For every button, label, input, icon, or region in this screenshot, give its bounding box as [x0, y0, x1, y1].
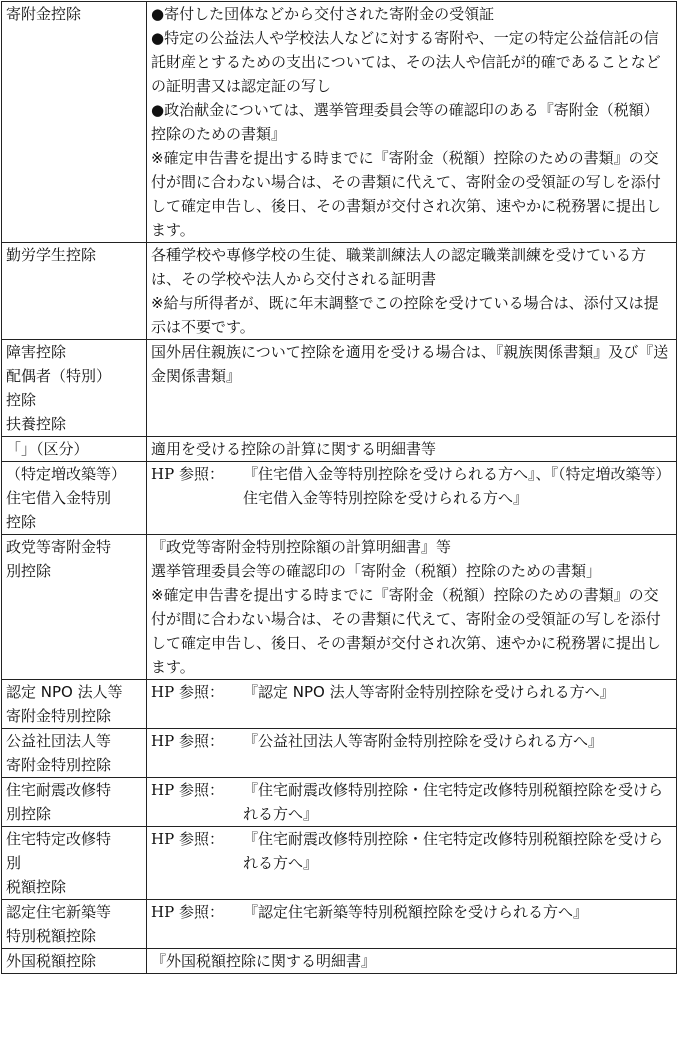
- document-requirement: ※確定申告書を提出する時までに『寄附金（税額）控除のための書類』の交付が間に合わない場合は、その書類に代えて、寄附金の受領証の写しを添付して確定申告し、後日、その書類が交付され次第、速やかに税務署に提出します。: [151, 586, 662, 676]
- deduction-name: 寄附金控除: [6, 5, 82, 23]
- document-requirement: 『外国税額控除に関する明細書』: [151, 952, 377, 970]
- table-row: [2, 340, 677, 437]
- deduction-name: 「」（区分）: [6, 440, 89, 458]
- table-row: [2, 729, 677, 778]
- required-documents-cell: [147, 340, 677, 437]
- hp-reference-title: 『住宅耐震改修特別控除・住宅特定改修特別税額控除を受けられる方へ』: [243, 830, 664, 872]
- hp-reference-title: 『公益社団法人等寄附金特別控除を受けられる方へ』: [243, 732, 604, 750]
- deduction-name-cell: [2, 437, 147, 462]
- deduction-name: 認定 NPO 法人等: [6, 683, 123, 701]
- hp-reference: [151, 900, 672, 924]
- table-row: [2, 680, 677, 729]
- deduction-name-cell: [2, 729, 147, 778]
- table-row: [2, 535, 677, 680]
- deduction-name: 住宅特定改修特: [6, 830, 112, 848]
- hp-reference: [151, 729, 672, 753]
- table-row: [2, 900, 677, 949]
- hp-reference-prefix: HP 参照：: [151, 683, 224, 701]
- deduction-name-cell: [2, 900, 147, 949]
- deduction-name: 外国税額控除: [6, 952, 97, 970]
- required-documents-cell: [147, 535, 677, 680]
- deduction-name-cell: [2, 680, 147, 729]
- document-requirement: 適用を受ける控除の計算に関する明細書等: [151, 440, 437, 458]
- document-requirement: ※確定申告書を提出する時までに『寄附金（税額）控除のための書類』の交付が間に合わない場合は、その書類に代えて、寄附金の受領証の写しを添付して確定申告し、後日、その書類が交付され次第、速やかに税務署に提出します。: [151, 149, 662, 239]
- hp-reference-prefix: HP 参照：: [151, 732, 224, 750]
- deduction-name: 別控除: [6, 562, 52, 580]
- hp-reference: [151, 827, 672, 875]
- hp-reference-title: 『住宅耐震改修特別控除・住宅特定改修特別税額控除を受けられる方へ』: [243, 781, 664, 823]
- deduction-name-cell: [2, 243, 147, 340]
- required-documents-cell: [147, 729, 677, 778]
- required-documents-cell: [147, 827, 677, 900]
- deduction-name-cell: [2, 340, 147, 437]
- document-requirement: ●特定の公益法人や学校法人などに対する寄附や、一定の特定公益信託の信託財産とするための支出については、その法人や信託が的確であることなどの証明書又は認定証の写し: [151, 29, 661, 95]
- deduction-name-cell: [2, 462, 147, 535]
- hp-reference-prefix: HP 参照：: [151, 830, 224, 848]
- table-row: [2, 437, 677, 462]
- table-body: [2, 2, 677, 974]
- document-requirement: 『政党等寄附金特別控除額の計算明細書』等: [151, 538, 452, 556]
- deduction-name-cell: [2, 778, 147, 827]
- hp-reference-prefix: HP 参照：: [151, 903, 224, 921]
- deduction-name: 寄附金特別控除: [6, 756, 112, 774]
- deduction-name: 扶養控除: [6, 415, 67, 433]
- table-row: [2, 2, 677, 243]
- deduction-name: 勤労学生控除: [6, 246, 97, 264]
- deduction-name: 認定住宅新築等: [6, 903, 112, 921]
- document-requirement: ※給与所得者が、既に年末調整でこの控除を受けている場合は、添付又は提示は不要です。: [151, 294, 659, 336]
- hp-reference-prefix: HP 参照：: [151, 465, 224, 483]
- hp-reference-prefix: HP 参照：: [151, 781, 224, 799]
- required-documents-cell: [147, 462, 677, 535]
- deduction-name: 税額控除: [6, 878, 67, 896]
- table-row: [2, 827, 677, 900]
- deduction-name: 住宅耐震改修特: [6, 781, 112, 799]
- hp-reference: [151, 778, 672, 826]
- deduction-name-cell: [2, 949, 147, 974]
- table-row: [2, 243, 677, 340]
- deduction-name: 政党等寄附金特: [6, 538, 112, 556]
- hp-reference: [151, 462, 672, 510]
- required-documents-cell: [147, 900, 677, 949]
- required-documents-cell: [147, 243, 677, 340]
- table-row: [2, 949, 677, 974]
- deduction-name: 特別税額控除: [6, 927, 97, 945]
- deduction-name: 控除: [6, 391, 37, 409]
- required-documents-cell: [147, 949, 677, 974]
- document-requirement: ●寄付した団体などから交付された寄附金の受領証: [151, 5, 495, 23]
- deduction-name: 別控除: [6, 805, 52, 823]
- document-requirement: ●政治献金については、選挙管理委員会等の確認印のある『寄附金（税額）控除のための書類』: [151, 101, 659, 143]
- hp-reference-title: 『住宅借入金等特別控除を受けられる方へ』、『（特定増改築等）住宅借入金等特別控除を受けられる方へ』: [243, 465, 671, 507]
- required-documents-cell: [147, 680, 677, 729]
- deduction-name-cell: [2, 2, 147, 243]
- deduction-documents-table: [1, 1, 677, 974]
- deduction-name: 配偶者（特別）: [6, 367, 112, 385]
- table-row: [2, 778, 677, 827]
- deduction-name: 障害控除: [6, 343, 67, 361]
- document-requirement: 国外居住親族について控除を適用を受ける場合は、『親族関係書類』及び『送金関係書類』: [151, 343, 669, 385]
- document-requirement: 各種学校や専修学校の生徒、職業訓練法人の認定職業訓練を受けている方は、その学校や法人から交付される証明書: [151, 246, 647, 288]
- deduction-name: 寄附金特別控除: [6, 707, 112, 725]
- required-documents-cell: [147, 2, 677, 243]
- hp-reference-title: 『認定住宅新築等特別税額控除を受けられる方へ』: [243, 903, 589, 921]
- deduction-name: （特定増改築等）: [6, 465, 127, 483]
- required-documents-cell: [147, 437, 677, 462]
- deduction-name-cell: [2, 827, 147, 900]
- deduction-name: 住宅借入金特別: [6, 489, 112, 507]
- deduction-name: 公益社団法人等: [6, 732, 112, 750]
- deduction-name-cell: [2, 535, 147, 680]
- document-requirement: 選挙管理委員会等の確認印の「寄附金（税額）控除のための書類」: [151, 562, 602, 580]
- hp-reference-title: 『認定 NPO 法人等寄附金特別控除を受けられる方へ』: [243, 683, 615, 701]
- table-row: [2, 462, 677, 535]
- hp-reference: [151, 680, 672, 704]
- deduction-name: 別: [6, 854, 22, 872]
- deduction-name: 控除: [6, 513, 37, 531]
- required-documents-cell: [147, 778, 677, 827]
